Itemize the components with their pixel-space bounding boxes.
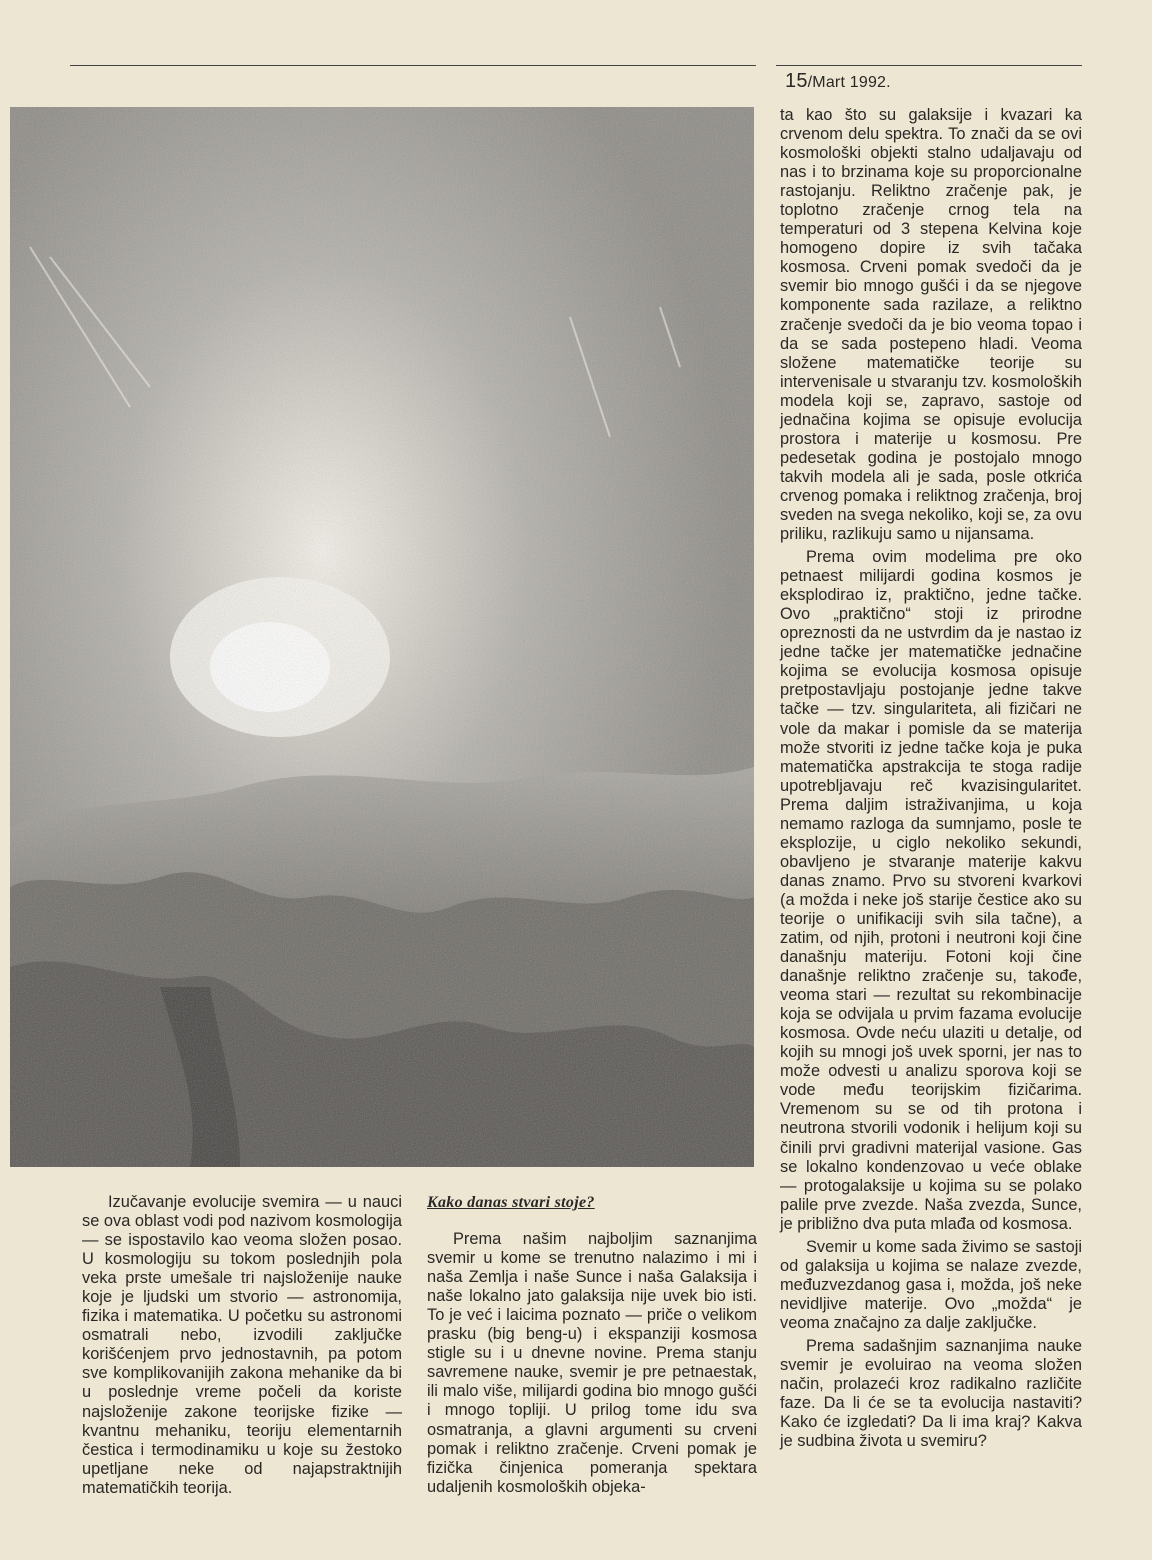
middle-column: [427, 1193, 757, 1497]
right-paragraph-1: ta kao što su galaksije i kvazari ka crvenom delu spektra. To znači da se ovi kosmološki objekti stalno udaljavaju od nas i to brzinama koje su proporcionalne rastojanju. Reliktno zračenje pak, je toplotno zračenje crnog tela na temperaturi od 3 stepena Kelvina koje homogeno dopire iz svih tačaka kosmosa. Crveni pomak svedoči da je svemir bio mnogo gušći i da se njegove komponente sada razilaze, a reliktno zračenje svedoči da je bio veoma topao i da se sada postepeno hladi. Veoma složene matematičke teorije su intervenisale u stvaranju tzv. kosmoloških modela koji se, zapravo, sastoje od jednačina kojima se opisuje evolucija prostora i materije u kosmosu. Pre pedesetak godina je postojalo mnogo takvih modela ali je sada, posle otkrića crvenog pomaka i reliktnog zračenja, broj sveden na svega nekoliko, koji se, za ovu priliku, razlikuju samo u nijansama.: [780, 106, 1082, 544]
right-paragraph-3: Svemir u kome sada živimo se sastoji od galaksija u kojima se nalaze zvezde, međuzvezdanog gasa i, možda, još neke nevidljive materije. Ovo „možda“ je veoma značajno za dalje zaključke.: [780, 1237, 1082, 1332]
illustration-svg: [10, 107, 754, 1167]
top-rule: [70, 65, 756, 66]
top-rule-right: [776, 65, 1082, 66]
section-subheading: Kako danas stvari stoje?: [427, 1194, 595, 1211]
left-paragraph: Izučavanje evolucije svemira — u nauci se ova oblast vodi pod nazivom kosmologija — se ispostavilo kao veoma složen posao. U kosmologiju su tokom poslednjih pola veka prste umešale tri najsloženije nauke koje je ljudski um stvorio — astronomija, fizika i matematika. U početku su astronomi osmatrali nebo, izvodili zaključke korišćenjem prvo jednostavnih, pa potom sve komplikovanijih zakona mehanike da bi u poslednje vreme počeli da koriste najsloženije zakone teorijske fizike — kvantnu mehaniku, teoriju elementarnih čestica i termodinamiku u koje su žestoko upetljane neke od najapstraktnijih matematičkih teorija.: [82, 1193, 402, 1497]
issue-date: [785, 70, 891, 93]
right-column: [780, 106, 1082, 1451]
cosmic-landscape-illustration: [10, 107, 754, 1167]
left-column: [82, 1193, 402, 1498]
issue-month-year: /Mart 1992.: [807, 74, 891, 91]
right-paragraph-2: Prema ovim modelima pre oko petnaest milijardi godina kosmos je eksplodirao iz, praktično, jedne tačke. Ovo „praktično“ stoji iz prirodne opreznosti da ne ustvrdim da je nastao iz jedne tačke jer matematičke jednačine kojima se evolucija kosmosa opisuje pretpostavljaju postojanje jedne takve tačke — tzv. singulariteta, ali fizičari ne vole da makar i pomisle da se materija može stvoriti iz jedne tačke koja je puka matematička apstrakcija te stoga radije upotrebljavaju reč kvazisingularitet. Prema daljim istraživanjima, u koja nemamo razloga da sumnjamo, posle te eksplozije, u ciglo nekoliko sekundi, obavljeno je stvaranje materije kakvu danas znamo. Prvo su stvoreni kvarkovi (a možda i neke još starije čestice ako su teorije o unifikaciji svih sila tačne), a zatim, od njih, protoni i neutroni koji čine današnju materiju. Fotoni koji čine današnje reliktno zračenje su, takođe, veoma stari — rezultat su rekombinacije koja se odvijala u prvim fazama evolucije kosmosa. Ovde neću ulaziti u detalje, od kojih su mnogi još uvek sporni, jer nas to može odvesti u analizu sporova koji se vode među teorijskim fizičarima. Vremenom su se od tih protona i neutrona stvorili vodonik i helijum koji su činili prvi gradivni materijal vasione. Gas se lokalno kondenzovao u veće oblake — protogalaksije u kojima su se polako palile prve zvezde. Naša zvezda, Sunce, je približno dva puta mlađa od kosmosa.: [780, 548, 1082, 1233]
right-paragraph-4: Prema sadašnjim saznanjima nauke svemir je evoluirao na veoma složen način, prolazeći kroz radikalno različite faze. Da li će se ta evolucija nastaviti? Kako će izgledati? Da li ima kraj? Kakva je sudbina života u svemiru?: [780, 1337, 1082, 1451]
issue-number: 15: [785, 70, 808, 92]
middle-paragraph: Prema našim najboljim saznanjima svemir u kome se trenutno nalazimo i mi i naša Zemlja i naše Sunce i naša Galaksija i naše lokalno jato galaksija nije uvek bio isti. To je već i laicima poznato — priče o velikom prasku (big beng-u) i ekspanziji kosmosa stigle su i u dnevne novine. Prema stanju savremene nauke, svemir je pre petnaestak, ili malo više, milijardi godina bio mnogo gušći i mnogo topliji. U prilog tome idu sva osmatranja, a glavni argumenti su crveni pomak i reliktno zračenje. Crveni pomak je fizička činjenica pomeranja spektara udaljenih kosmoloških objeka-: [427, 1230, 757, 1496]
